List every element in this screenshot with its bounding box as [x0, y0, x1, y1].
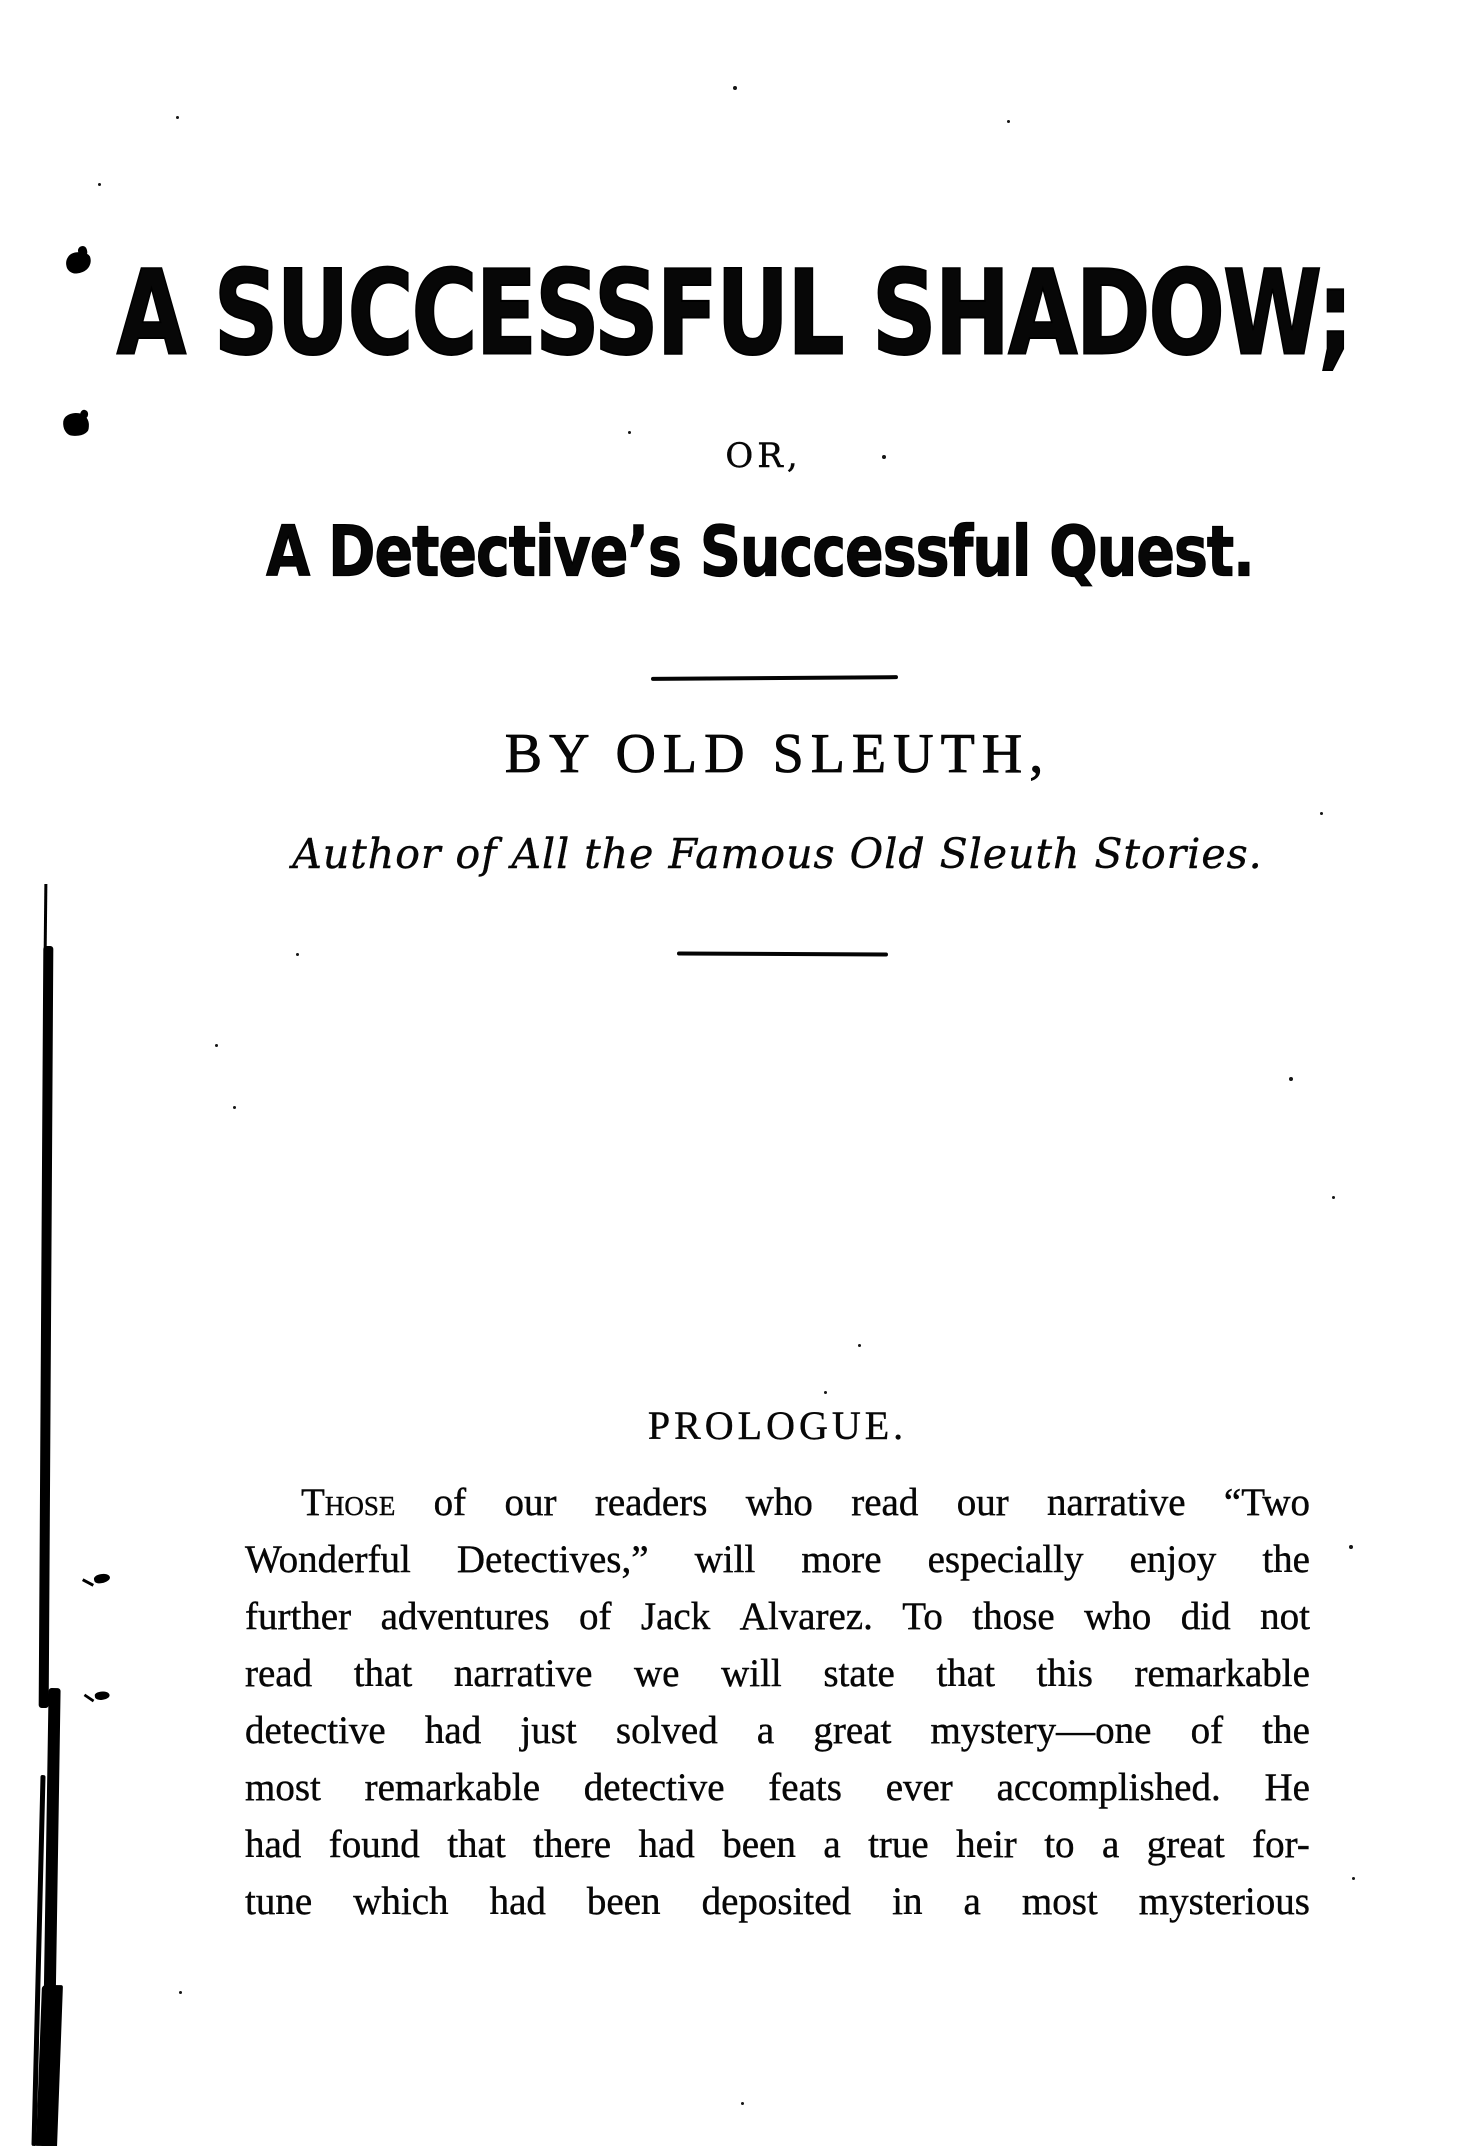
word: great	[1146, 1823, 1225, 1866]
word: mystery—one	[930, 1709, 1152, 1752]
word: the	[1262, 1538, 1310, 1581]
dust-speck	[882, 455, 886, 459]
dust-speck	[215, 1044, 218, 1047]
word: adventures	[380, 1595, 550, 1638]
word: accomplished.	[996, 1766, 1221, 1809]
word: had	[424, 1709, 482, 1752]
prologue-heading: PROLOGUE.	[647, 1403, 908, 1448]
word: of	[578, 1595, 612, 1638]
dust-speck	[1332, 1196, 1335, 1199]
word: detective	[583, 1766, 725, 1809]
word: ever	[885, 1766, 953, 1809]
word: further	[245, 1595, 352, 1638]
word: the	[1262, 1709, 1310, 1752]
word: that	[447, 1823, 506, 1866]
word: Those	[301, 1481, 396, 1524]
word: that	[936, 1652, 995, 1695]
word: who	[745, 1481, 813, 1524]
word: for-	[1252, 1823, 1310, 1866]
dust-speck	[628, 431, 631, 434]
paragraph-line	[245, 1531, 1310, 1588]
word: found	[328, 1823, 420, 1866]
word: those	[972, 1595, 1055, 1638]
paragraph-line	[245, 1816, 1310, 1873]
word: a	[963, 1880, 981, 1923]
paragraph-line	[245, 1645, 1310, 1702]
word: Jack	[640, 1595, 711, 1638]
word: heir	[956, 1823, 1017, 1866]
paragraph-line	[245, 1474, 1310, 1531]
word: true	[868, 1823, 929, 1866]
word: our	[504, 1481, 557, 1524]
word: which	[353, 1880, 449, 1923]
word: that	[353, 1652, 413, 1695]
word: there	[533, 1823, 612, 1866]
word: been	[586, 1880, 661, 1923]
word: To	[902, 1595, 943, 1638]
divider-rule-bottom	[677, 951, 888, 956]
paragraph-line	[245, 1759, 1310, 1816]
word: more	[801, 1538, 882, 1581]
word: of	[433, 1481, 467, 1524]
dust-speck	[179, 1991, 182, 1994]
word: to	[1044, 1823, 1075, 1866]
word: in	[892, 1880, 923, 1923]
dust-speck	[1289, 1077, 1293, 1081]
divider-rule-top	[651, 675, 898, 681]
word: enjoy	[1129, 1538, 1217, 1581]
word: most	[1021, 1880, 1098, 1923]
dust-speck	[1007, 120, 1010, 123]
word: narrative	[1047, 1481, 1186, 1524]
book-subtitle: A Detective’s Successful Quest.	[266, 511, 1254, 593]
word: not	[1260, 1595, 1310, 1638]
word: great	[813, 1709, 892, 1752]
word: read	[245, 1652, 313, 1695]
word: Alvarez.	[739, 1595, 873, 1638]
word: detective	[245, 1709, 386, 1752]
word: will	[694, 1538, 756, 1581]
word: Wonderful	[245, 1538, 411, 1581]
title-or-separator: OR,	[725, 436, 802, 476]
prologue-paragraph	[245, 1474, 1310, 1930]
dust-speck	[296, 953, 299, 956]
author-byline: BY OLD SLEUTH,	[504, 723, 1051, 785]
dust-speck	[233, 1106, 236, 1109]
dust-speck	[733, 86, 737, 90]
word: who	[1084, 1595, 1152, 1638]
paragraph-line	[245, 1873, 1310, 1930]
word: just	[520, 1709, 577, 1752]
word: had	[245, 1823, 302, 1866]
word: been	[722, 1823, 796, 1866]
word: solved	[615, 1709, 718, 1752]
scan-edge-bar-artifact	[39, 946, 54, 1708]
word: state	[823, 1652, 895, 1695]
word: “Two	[1223, 1481, 1310, 1524]
dust-speck	[741, 2102, 744, 2105]
word: a	[1102, 1823, 1120, 1866]
paragraph-line	[245, 1702, 1310, 1759]
word: most	[245, 1766, 321, 1809]
word: this	[1036, 1652, 1093, 1695]
scan-edge-bar-artifact	[36, 1985, 63, 2146]
word: deposited	[701, 1880, 852, 1923]
dust-speck	[824, 1391, 827, 1394]
word: mysterious	[1138, 1880, 1310, 1923]
word: remarkable	[1134, 1652, 1310, 1695]
dust-speck	[1320, 812, 1323, 815]
book-title: A SUCCESSFUL SHADOW;	[116, 245, 1352, 383]
word: will	[721, 1652, 782, 1695]
word: Detectives,”	[456, 1538, 649, 1581]
dust-speck	[176, 116, 179, 119]
word: did	[1180, 1595, 1231, 1638]
dust-speck	[1352, 1877, 1355, 1880]
scan-edge-bar-artifact	[44, 884, 48, 954]
word: of	[1190, 1709, 1224, 1752]
author-credit-line: Author of All the Famous Old Sleuth Stories.	[292, 830, 1263, 878]
word: read	[851, 1481, 919, 1524]
word: our	[956, 1481, 1009, 1524]
ink-blob-artifact	[62, 412, 90, 438]
word: we	[634, 1652, 680, 1695]
word: a	[823, 1823, 841, 1866]
word: readers	[594, 1481, 708, 1524]
word: He	[1264, 1766, 1310, 1809]
word: narrative	[453, 1652, 593, 1695]
word: especially	[927, 1538, 1084, 1581]
word: a	[756, 1709, 775, 1752]
word: remarkable	[364, 1766, 541, 1809]
paragraph-line	[245, 1588, 1310, 1645]
dust-speck	[858, 1344, 861, 1347]
dust-speck	[1349, 1545, 1353, 1549]
word: had	[638, 1823, 695, 1866]
word: had	[489, 1880, 546, 1923]
word: tune	[245, 1880, 313, 1923]
dust-speck	[98, 183, 101, 186]
word: feats	[768, 1766, 842, 1809]
